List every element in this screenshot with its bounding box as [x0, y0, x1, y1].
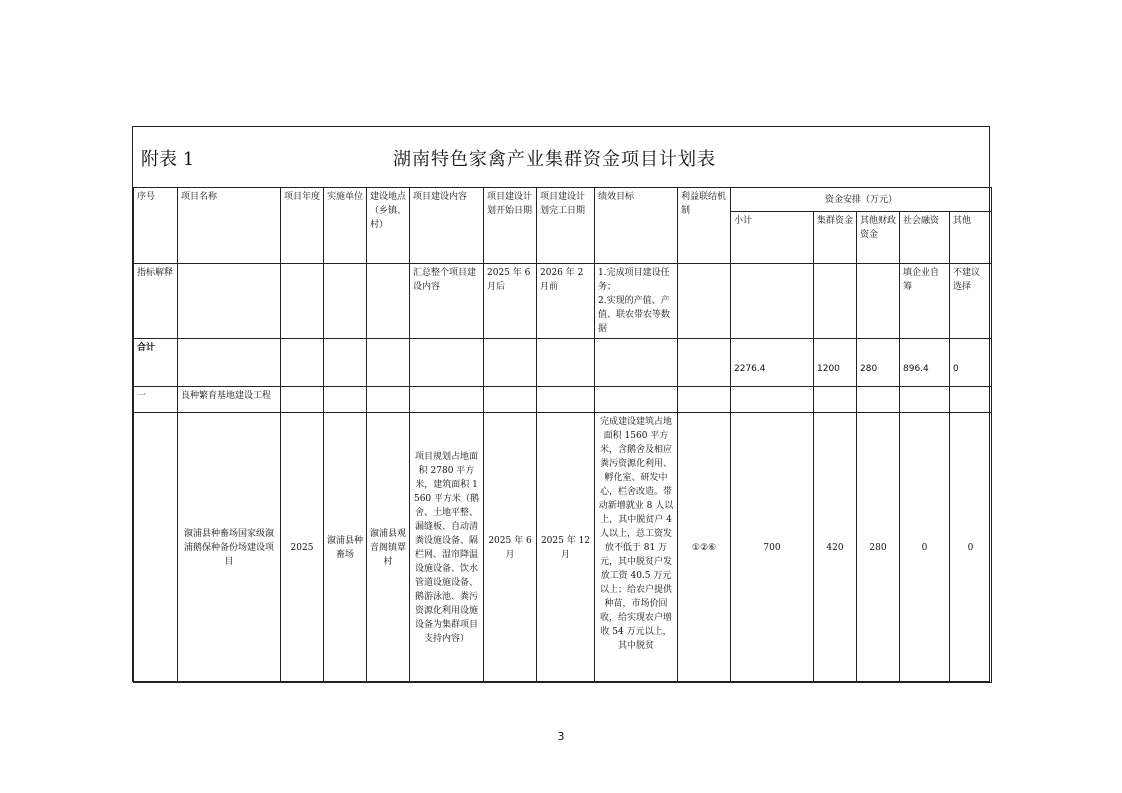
explain-content: 汇总整个项目建设内容	[410, 264, 484, 339]
explain-end: 2026 年 2 月前	[537, 264, 595, 339]
header-social: 社会融资	[900, 212, 950, 264]
plan-table-sheet	[132, 126, 990, 682]
page-number: 3	[557, 730, 565, 743]
section-name: 良种繁育基地建设工程	[178, 387, 281, 413]
project-subtotal: 700	[731, 413, 814, 683]
project-unit: 溆浦县种畜场	[324, 413, 367, 683]
header-cluster: 集群资金	[814, 212, 857, 264]
project-plan-table	[133, 187, 992, 683]
section-row	[134, 387, 992, 413]
header-goal: 绩效目标	[595, 188, 678, 264]
project-benefit: ①②⑥	[678, 413, 731, 683]
header-subtotal: 小计	[731, 212, 814, 264]
total-social: 896.4	[900, 339, 950, 387]
project-cluster: 420	[814, 413, 857, 683]
header-row	[134, 188, 992, 212]
explain-start: 2025 年 6 月后	[484, 264, 537, 339]
header-location: 建设地点（乡镇、村）	[367, 188, 410, 264]
total-other: 0	[950, 339, 992, 387]
header-end: 项目建设计划完工日期	[537, 188, 595, 264]
explain-other: 不建议选择	[950, 264, 992, 339]
project-goal: 完成建设建筑占地面积 1560 平方米，含鹅舍及相应粪污资源化利用、孵化室、研发中心，栏舍改造。带动新增就业 8 人以上，其中脱贫户 4 人以上，总工资发放不低于 81 万元，其中脱贫户发放工资 40.5 万元以上；给农户提供种苗，市场价回收，给实现农户增收 54 万元以上，其中脱贫	[595, 413, 678, 683]
project-location: 溆浦县观音阁镇覃村	[367, 413, 410, 683]
table-title: 湖南特色家禽产业集群资金项目计划表	[393, 149, 716, 170]
project-name: 溆浦县种畜场国家级溆浦鹅保种备份场建设项目	[178, 413, 281, 683]
section-seq: 一	[134, 387, 178, 413]
header-other: 其他	[950, 212, 992, 264]
header-other-fiscal: 其他财政资金	[857, 212, 900, 264]
header-year: 项目年度	[281, 188, 324, 264]
header-start: 项目建设计划开始日期	[484, 188, 537, 264]
table-caption: 附表 1	[141, 149, 195, 170]
total-cluster: 1200	[814, 339, 857, 387]
total-subtotal: 2276.4	[731, 339, 814, 387]
project-other: 0	[950, 413, 992, 683]
header-funds-group: 资金安排（万元）	[731, 188, 992, 212]
explain-goal: 1.完成项目建设任务； 2.实现的产值、产值、联农带农等数据	[595, 264, 678, 339]
project-start: 2025 年 6 月	[484, 413, 537, 683]
project-content: 项目规划占地面积 2780 平方米，建筑面积 1560 平方米（鹅舍、土地平整、漏缝板、自动清粪设施设备、隔栏网、湿帘降温设施设备、饮水管道设施设备、鹅游泳池、粪污资源化利用设施设备为集群项目支持内容）	[410, 413, 484, 683]
title-bar	[133, 127, 989, 188]
explain-row	[134, 264, 992, 339]
total-row	[134, 339, 992, 387]
header-name: 项目名称	[178, 188, 281, 264]
total-other-fiscal: 280	[857, 339, 900, 387]
project-year: 2025	[281, 413, 324, 683]
project-end: 2025 年 12 月	[537, 413, 595, 683]
header-content: 项目建设内容	[410, 188, 484, 264]
header-benefit: 利益联结机制	[678, 188, 731, 264]
header-unit: 实施单位	[324, 188, 367, 264]
explain-label: 指标解释	[134, 264, 178, 339]
project-social: 0	[900, 413, 950, 683]
project-other-fiscal: 280	[857, 413, 900, 683]
explain-social: 填企业自筹	[900, 264, 950, 339]
project-row	[134, 413, 992, 683]
header-seq: 序号	[134, 188, 178, 264]
total-label: 合计	[134, 339, 178, 387]
